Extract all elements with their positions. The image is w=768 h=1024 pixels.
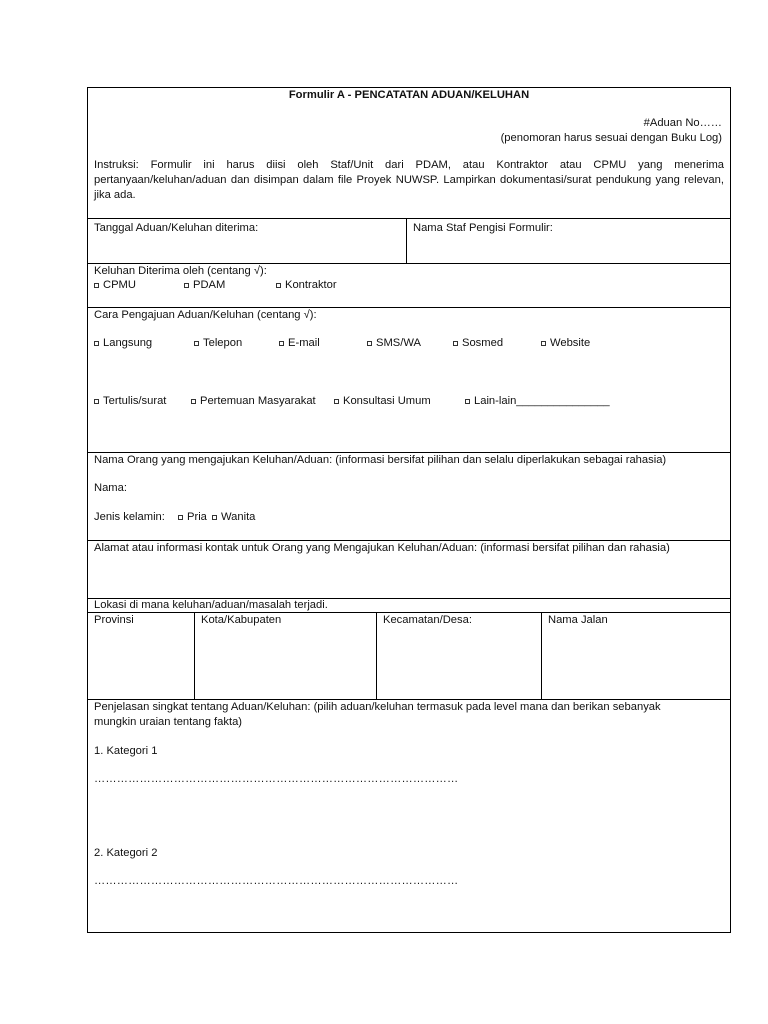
aduan-number: #Aduan No…… bbox=[643, 117, 722, 129]
option-label: Pertemuan Masyarakat bbox=[200, 395, 316, 407]
checkbox-icon[interactable] bbox=[367, 341, 372, 346]
gender-pria[interactable] bbox=[178, 510, 207, 524]
submission-method-label: Cara Pengajuan Aduan/Keluhan (centang √): bbox=[94, 309, 317, 321]
numbering-note: (penomoran harus sesuai dengan Buku Log) bbox=[500, 132, 722, 144]
form-title: Formulir A - PENCATATAN ADUAN/KELUHAN bbox=[288, 89, 530, 101]
option-label: Tertulis/surat bbox=[103, 395, 167, 407]
method-telepon[interactable] bbox=[194, 336, 242, 350]
received-by-kontraktor[interactable] bbox=[276, 278, 337, 292]
location-columns bbox=[88, 613, 730, 700]
column-divider bbox=[541, 613, 542, 699]
checkbox-icon[interactable] bbox=[94, 283, 99, 288]
option-label: Langsung bbox=[103, 337, 153, 349]
contact-label: Alamat atau informasi kontak untuk Orang yang Mengajukan Keluhan/Aduan: (informasi bersifat pilihan dan rahasia) bbox=[94, 542, 670, 554]
checkbox-icon[interactable] bbox=[191, 399, 196, 404]
option-label: Wanita bbox=[221, 511, 256, 523]
name-label: Nama: bbox=[94, 482, 127, 494]
received-by-section bbox=[88, 264, 730, 308]
column-divider bbox=[194, 613, 195, 699]
submission-method-section bbox=[88, 308, 730, 453]
checkbox-icon[interactable] bbox=[279, 341, 284, 346]
city-column: Kota/Kabupaten bbox=[201, 614, 282, 626]
received-by-pdam[interactable] bbox=[184, 278, 225, 292]
option-label: Konsultasi Umum bbox=[343, 395, 431, 407]
method-langsung[interactable] bbox=[94, 336, 152, 350]
option-label: Telepon bbox=[203, 337, 243, 349]
checkbox-icon[interactable] bbox=[94, 341, 99, 346]
method-website[interactable] bbox=[541, 336, 590, 350]
location-label: Lokasi di mana keluhan/aduan/masalah terjadi. bbox=[94, 599, 328, 611]
checkbox-icon[interactable] bbox=[541, 341, 546, 346]
gender-wanita[interactable] bbox=[212, 510, 255, 524]
column-divider bbox=[376, 613, 377, 699]
explanation-label: Penjelasan singkat tentang Aduan/Keluhan: (pilih aduan/keluhan termasuk pada level mana dan berikan sebanyak mungkin uraian tentang fakta) bbox=[94, 701, 661, 728]
receipt-section bbox=[88, 219, 730, 264]
checkbox-icon[interactable] bbox=[212, 515, 217, 520]
method-lain-lain[interactable] bbox=[465, 394, 610, 408]
category-1-label: 1. Kategori 1 bbox=[94, 745, 158, 757]
method-konsultasi-umum[interactable] bbox=[334, 394, 431, 408]
column-divider bbox=[406, 219, 407, 263]
checkbox-icon[interactable] bbox=[453, 341, 458, 346]
checkbox-icon[interactable] bbox=[94, 399, 99, 404]
date-received-label: Tanggal Aduan/Keluhan diterima: bbox=[94, 222, 259, 234]
checkbox-icon[interactable] bbox=[465, 399, 470, 404]
method-tertulis[interactable] bbox=[94, 394, 166, 408]
province-column: Provinsi bbox=[94, 614, 134, 626]
option-label: PDAM bbox=[193, 279, 226, 291]
checkbox-icon[interactable] bbox=[178, 515, 183, 520]
street-column: Nama Jalan bbox=[548, 614, 608, 626]
category-2-line[interactable]: …………………………………………………………………………………… bbox=[94, 875, 459, 887]
form-header-section bbox=[88, 88, 730, 219]
checkbox-icon[interactable] bbox=[334, 399, 339, 404]
checkbox-icon[interactable] bbox=[194, 341, 199, 346]
option-label: Kontraktor bbox=[285, 279, 337, 291]
explanation-section bbox=[88, 700, 730, 932]
method-sosmed[interactable] bbox=[453, 336, 503, 350]
instruction-text: Instruksi: Formulir ini harus diisi oleh Staf/Unit dari PDAM, atau Kontraktor atau CPMU yang menerima pertanyaan/keluhan/aduan dan disimpan dalam file Proyek NUWSP. Lampirkan dokumentasi/surat pendukung yang relevan, jika ada. bbox=[94, 159, 724, 201]
complainant-label: Nama Orang yang mengajukan Keluhan/Aduan: (informasi bersifat pilihan dan selalu diperlakukan sebagai rahasia) bbox=[94, 454, 667, 466]
method-email[interactable] bbox=[279, 336, 320, 350]
method-sms-wa[interactable] bbox=[367, 336, 421, 350]
received-by-label: Keluhan Diterima oleh (centang √): bbox=[94, 265, 267, 277]
checkbox-icon[interactable] bbox=[276, 283, 281, 288]
option-label: Sosmed bbox=[462, 337, 504, 349]
complainant-section bbox=[88, 453, 730, 541]
option-label: CPMU bbox=[103, 279, 136, 291]
district-column: Kecamatan/Desa: bbox=[383, 614, 472, 626]
option-label: Pria bbox=[187, 511, 207, 523]
complaint-form bbox=[87, 87, 731, 933]
option-label: Website bbox=[550, 337, 591, 349]
method-pertemuan-masyarakat[interactable] bbox=[191, 394, 316, 408]
gender-label: Jenis kelamin: bbox=[94, 511, 165, 523]
location-section bbox=[88, 599, 730, 613]
received-by-cpmu[interactable] bbox=[94, 278, 136, 292]
option-label: E-mail bbox=[288, 337, 320, 349]
option-label: SMS/WA bbox=[376, 337, 421, 349]
category-1-line[interactable]: …………………………………………………………………………………… bbox=[94, 773, 459, 785]
staff-name-label: Nama Staf Pengisi Formulir: bbox=[413, 222, 553, 234]
contact-section bbox=[88, 541, 730, 599]
checkbox-icon[interactable] bbox=[184, 283, 189, 288]
option-label: Lain-lain_______________ bbox=[474, 395, 610, 407]
category-2-label: 2. Kategori 2 bbox=[94, 847, 158, 859]
